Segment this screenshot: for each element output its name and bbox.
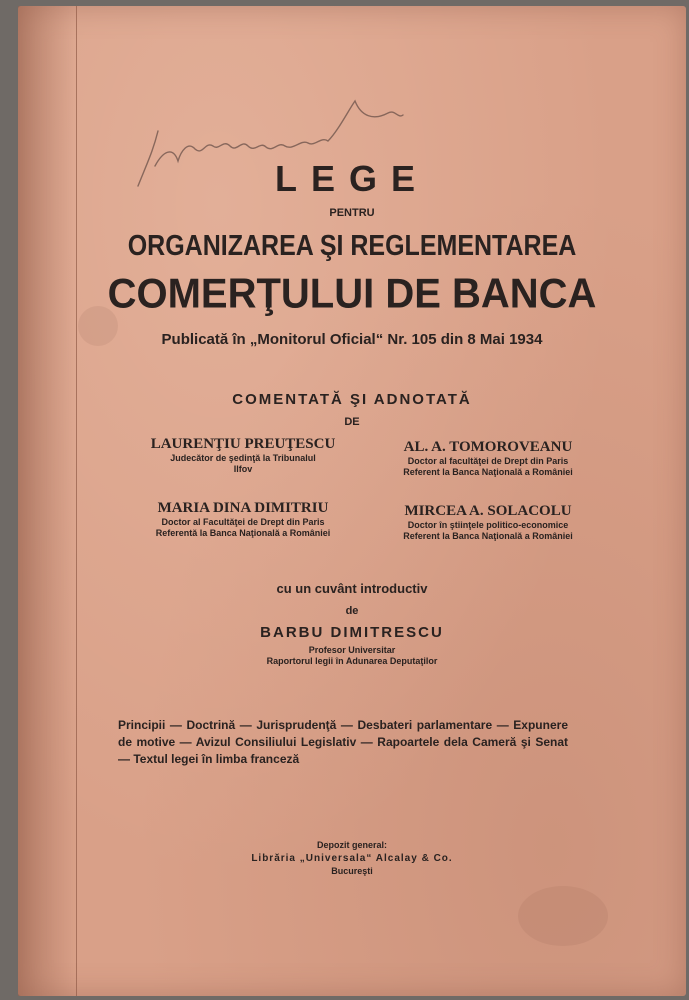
intro-author-title: Raportorul legii în Adunarea Deputaţilor [266, 656, 438, 666]
author-block [118, 500, 368, 539]
author-block [358, 503, 618, 542]
publisher-city: Bucureşti [331, 866, 373, 876]
intro-author-title: Profesor Universitar [308, 645, 396, 655]
author-title: Doctor al Facultăţei de Drept din Paris [161, 517, 325, 527]
intro-by-label: de [345, 605, 359, 617]
subtitle-line-2: COMERŢULUI DE BANCA [107, 270, 597, 318]
intro-label: cu un cuvânt introductiv [276, 581, 428, 596]
author-name: MARIA DINA DIMITRIU [157, 500, 329, 516]
author-title: Referentă la Banca Naţională a României [155, 528, 331, 538]
publication-note: Publicată în „Monitorul Oficial“ Nr. 105 din 8 Mai 1934 [161, 331, 543, 348]
commented-heading: COMENTATĂ ŞI ADNOTATĂ [232, 391, 472, 408]
publisher-name: Librăria „Universala“ Alcalay & Co. [251, 853, 453, 864]
intro-author-titles [18, 645, 686, 667]
author-title: Doctor în ştiinţele politico-economice [407, 520, 569, 530]
intro-author-name: BARBU DIMITRESCU [260, 624, 444, 641]
by-label: DE [344, 416, 360, 428]
book-cover [18, 6, 686, 996]
subtitle-line-1: ORGANIZAREA ŞI REGLEMENTAREA [127, 229, 577, 263]
author-title: Ilfov [233, 464, 253, 474]
author-title: Judecător de şedinţă la Tribunalul [170, 453, 316, 463]
author-name: MIRCEA A. SOLACOLU [404, 503, 572, 519]
title-lege: LEGE [274, 158, 429, 199]
author-block [118, 436, 368, 475]
author-block [358, 439, 618, 478]
author-name: LAURENŢIU PREUŢESCU [150, 436, 336, 452]
author-name: AL. A. TOMOROVEANU [403, 439, 573, 455]
paper-stain [518, 886, 608, 946]
author-title: Referent la Banca Naţională a României [403, 467, 573, 477]
publisher-block [18, 839, 686, 878]
depot-label: Depozit general: [316, 840, 387, 850]
contents-summary: Principii — Doctrină — Jurisprudenţă — Desbateri parlamentare — Expunere de motive — Avizul Consiliului Legislativ — Rapoartele dela Cameră şi Senat — Textul legei în limba franceză [118, 718, 568, 766]
author-title: Referent la Banca Naţională a României [403, 531, 573, 541]
author-title: Doctor al facultăţei de Drept din Paris [407, 456, 569, 466]
title-connector: PENTRU [329, 207, 375, 219]
